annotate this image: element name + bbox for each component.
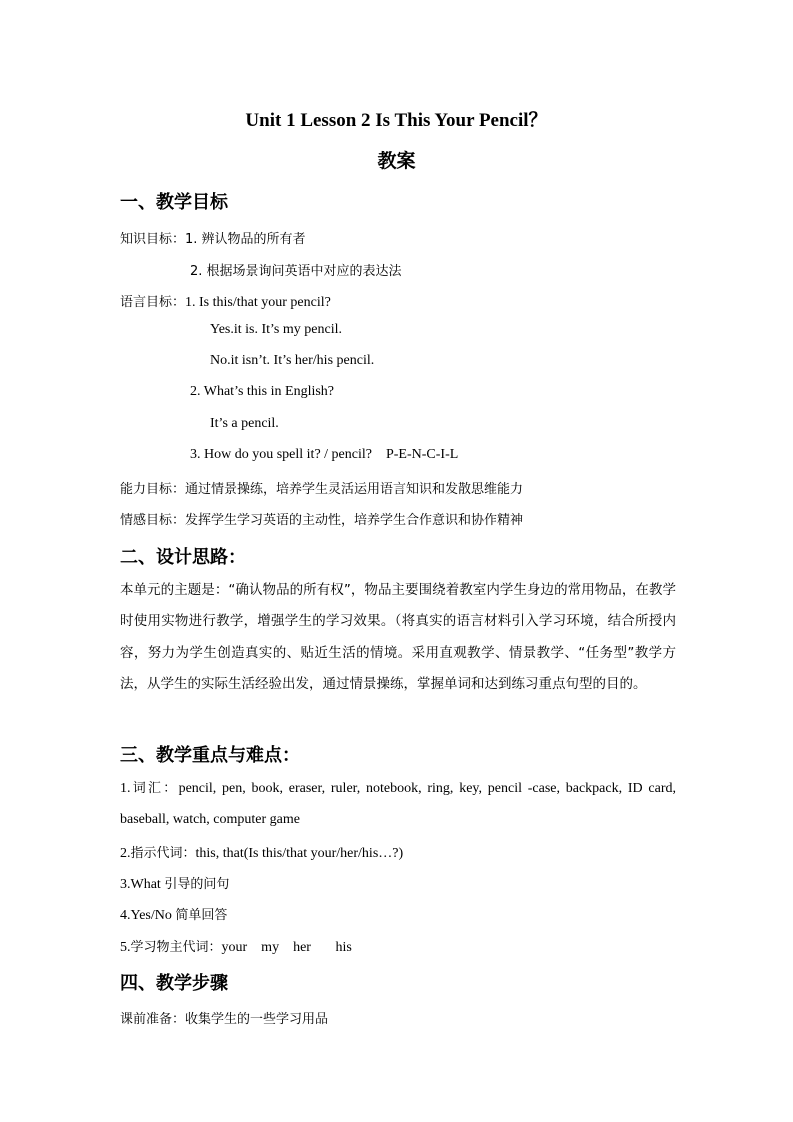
key-point-2-label: 指示代词： [130,846,196,861]
key-point-1-text: pencil, pen, book, eraser, ruler, notebook, ring, key, pencil -case, backpack, ID card, baseball, watch, computer game [120,781,676,828]
language-item-1a [210,322,342,338]
key-point-4-en: 4.Yes/No [120,908,176,923]
language-item-1a-text: Yes.it is. It’s my pencil. [210,322,342,337]
knowledge-item-1: 1. 辨认物品的所有者 [185,232,306,247]
key-point-5 [120,936,352,956]
language-item-2-text: 2. What’s this in English? [190,384,335,399]
key-point-2-number: 2. [120,846,131,861]
key-point-2 [120,842,403,862]
language-item-1b [210,353,374,369]
language-item-3-text: 3. How do you spell it? / pencil? P-E-N-C-I-L [190,447,459,462]
document-subtitle: 教案 [377,150,416,172]
language-item-1b-text: No.it isn’t. It’s her/his pencil. [210,353,375,368]
language-item-3 [190,447,458,463]
section-heading-key-points: 三、教学重点与难点： [120,745,300,766]
section-heading-objectives: 一、教学目标 [120,192,228,213]
knowledge-label: 知识目标： [120,232,186,247]
design-paragraph: 本单元的主题是：“确认物品的所有权”，物品主要围绕着教室内学生身边的常用物品，在教学时使用实物进行教学，增强学生的学习效果。（将真实的语言材料引入学习环境，结合所授内容，努力为学生创造真实的、贴近生活的情境。采用直观教学、情景教学、“任务型”教学方法，从学生的实际生活经验出发，通过情景操练，掌握单词和达到练习重点句型的目的。 [120,582,676,693]
emotion-goal: 情感目标：发挥学生学习英语的主动性，培养学生合作意识和协作精神 [120,513,524,528]
section-heading-design: 二、设计思路： [120,547,246,568]
key-point-5-label: 学习物主代词： [130,940,222,955]
key-point-3-en: 3.What [120,877,165,892]
ability-goal: 能力目标：通过情景操练，培养学生灵活运用语言知识和发散思维能力 [120,482,524,497]
key-point-4-cn: 简单回答 [175,908,228,923]
key-point-5-text: your my her his [221,940,352,955]
language-item-2a [210,416,279,432]
knowledge-item-2: 2. 根据场景询问英语中对应的表达法 [190,264,402,279]
class-preparation: 课前准备：收集学生的一些学习用品 [120,1012,329,1027]
language-item-2a-text: It’s a pencil. [210,416,279,431]
key-point-3-cn: 引导的问句 [164,877,230,892]
key-point-1 [120,773,676,836]
knowledge-goal-1 [120,228,306,247]
document-title: Unit 1 Lesson 2 Is This Your Pencil？ [245,110,548,131]
key-point-3 [120,873,229,893]
key-point-2-text: this, that(Is this/that your/her/his…?) [195,846,404,861]
key-point-1-number: 1. [120,781,131,796]
language-goal-1 [120,291,331,311]
language-item-1: 1. Is this/that your pencil? [185,295,331,310]
key-point-5-number: 5. [120,940,131,955]
language-item-2 [190,384,334,400]
key-point-1-label: 词汇： [130,781,179,796]
section-heading-steps: 四、教学步骤 [120,973,228,994]
key-point-4 [120,904,227,924]
language-label: 语言目标： [120,295,186,310]
